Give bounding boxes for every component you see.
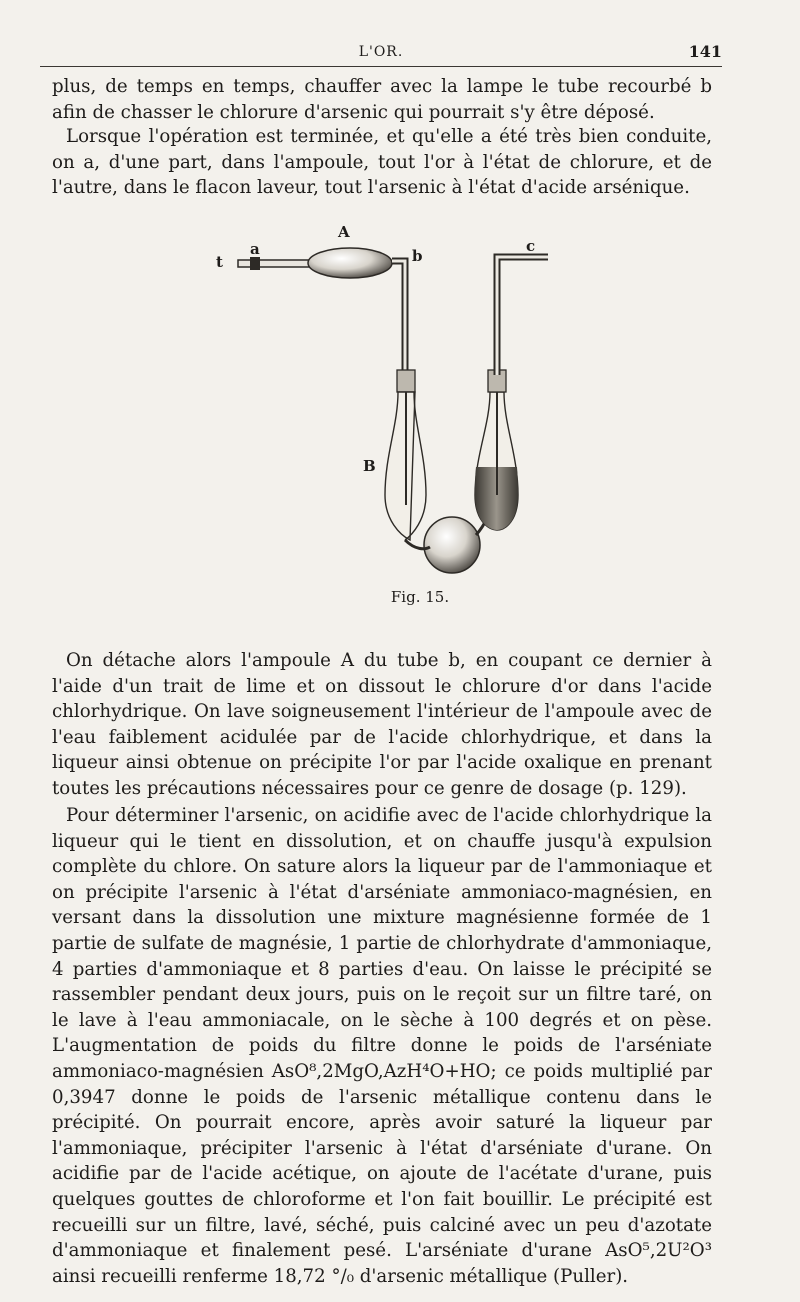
paragraph-3: On détache alors l'ampoule A du tube b, en coupant ce dernier à l'aide d'un trait de lime et on dissout le chlorure d'or dans l'acide chlorhydrique. On lave soigneusement l'intérieur de l'ampoule avec de l'eau faiblement acidulée par de l'acide chlorhydrique, et dans la liqueur ainsi obtenue on précipite l'or par l'acide oxalique en prenant toutes les précautions nécessaires pour ce genre de dosage (p. 129). xyxy=(52,650,712,799)
paragraph-1: plus, de temps en temps, chauffer avec la lampe le tube recourbé b afin de chasser le chlorure d'arsenic qui pourrait s'y être déposé. xyxy=(52,76,712,123)
label-b: b xyxy=(412,247,423,265)
page-header xyxy=(40,40,722,67)
figure-caption: Fig. 15. xyxy=(390,588,450,606)
label-B: B xyxy=(363,457,376,475)
label-c: c xyxy=(526,237,536,255)
label-A: A xyxy=(338,223,350,241)
running-head: L'OR. xyxy=(358,44,404,60)
page-number: 141 xyxy=(688,42,722,61)
paragraph-2: Lorsque l'opération est terminée, et qu'elle a été très bien conduite, on a, d'une part, dans l'ampoule, tout l'or à l'état de chlorure, et de l'autre, dans le flacon laveur, tout l'arsenic à l'état d'acide arsénique. xyxy=(52,126,712,199)
label-t: t xyxy=(216,253,223,271)
paragraph-4: Pour déterminer l'arsenic, on acidifie avec de l'acide chlorhydrique la liqueur qui le tient en dissolution, et on chauffe jusqu'à expulsion complète du chlore. On sature alors la liqueur par de l'ammoniaque et on précipite l'arsenic à l'état d'arséniate ammoniaco-magnésien, en versant dans la dissolution une mixture magnésienne formée de 1 partie de sulfate de magnésie, 1 partie de chlorhydrate d'ammoniaque, 4 parties d'ammoniaque et 8 parties d'eau. On laisse le précipité se rassembler pendant deux jours, puis on le reçoit sur un filtre taré, on le lave à l'eau ammoniacale, on le sèche à 100 degrés et on pèse. L'augmentation de poids du filtre donne le poids de l'arséniate ammoniaco-magnésien AsO⁸,2MgO,AzH⁴O+HO; ce poids multiplié par 0,3947 donne le poids de l'arsenic métallique contenu dans le précipité. On pourrait encore, après avoir saturé la liqueur par l'ammoniaque, précipiter l'arsenic à l'état d'arséniate d'urane. On acidifie par de l'acide acétique, on ajoute de l'acétate d'urane, puis quelques gouttes de chloroforme et l'on fait bouillir. Le précipité est recueilli sur un filtre, lavé, séché, puis calciné avec un peu d'azotate d'ammoniaque et finalement pesé. L'arséniate d'urane AsO⁵,2U²O³ ainsi recueilli renferme 18,72 °/₀ d'arsenic métallique (Puller). xyxy=(52,805,712,1287)
bulb-A xyxy=(308,248,392,278)
apparatus-illustration xyxy=(200,205,560,585)
vessel-B xyxy=(385,392,415,540)
label-a: a xyxy=(250,240,260,258)
bottom-sphere xyxy=(424,517,480,573)
apparatus-figure xyxy=(200,205,560,595)
